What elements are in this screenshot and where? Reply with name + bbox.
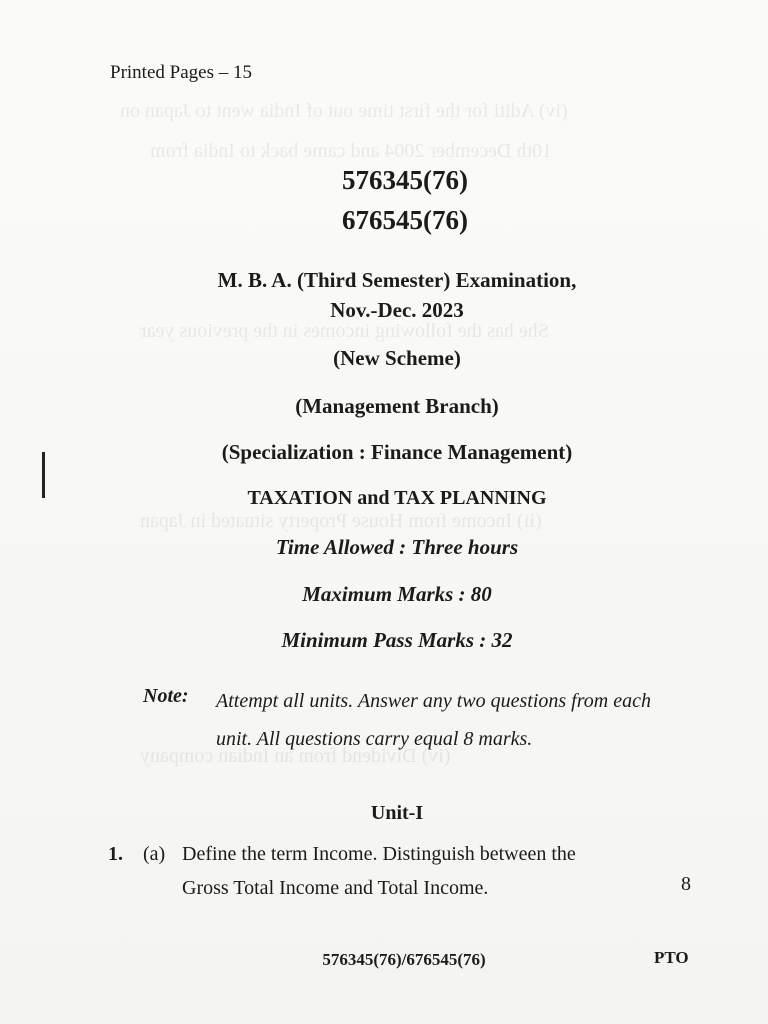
note-label: Note: xyxy=(143,685,189,707)
printed-pages-label: Printed Pages – 15 xyxy=(110,62,252,83)
paper-code-secondary: 676545(76) xyxy=(342,205,468,235)
exam-scheme: (New Scheme) xyxy=(333,346,461,370)
maximum-marks: Maximum Marks : 80 xyxy=(302,582,492,606)
pto-label: PTO xyxy=(654,948,689,967)
exam-branch: (Management Branch) xyxy=(295,394,499,418)
bleed-through-text: 10th December 2004 and came back to India from xyxy=(150,140,553,162)
unit-heading: Unit-I xyxy=(370,802,424,824)
time-allowed: Time Allowed : Three hours xyxy=(275,535,519,559)
exam-session: Nov.-Dec. 2023 xyxy=(330,298,464,322)
exam-specialization: (Specialization : Finance Management) xyxy=(221,440,573,464)
bleed-through-text: (iv) Aditi for the first time out of India went to Japan on xyxy=(120,100,568,122)
paper-code-primary: 576345(76) xyxy=(342,165,468,195)
bleed-through-text: She has the following incomes in the previous year xyxy=(140,320,549,342)
question-text-line-2: Gross Total Income and Total Income. xyxy=(182,877,489,899)
exam-subject: TAXATION and TAX PLANNING xyxy=(247,487,547,509)
bleed-through-text: (ii) Income from House Property situated in Japan xyxy=(140,510,542,532)
question-number: 1. xyxy=(108,843,123,865)
minimum-pass-marks: Minimum Pass Marks : 32 xyxy=(281,628,513,652)
question-part-label: (a) xyxy=(143,843,166,865)
footer-paper-code: 576345(76)/676545(76) xyxy=(322,950,486,969)
exam-title: M. B. A. (Third Semester) Examination, xyxy=(217,268,577,292)
bleed-through-text: (iv) Dividend from an Indian company xyxy=(140,745,451,767)
question-marks: 8 xyxy=(681,873,691,895)
question-text-line-1: Define the term Income. Distinguish between the xyxy=(182,843,576,865)
note-text: Attempt all units. Answer any two questions from each unit. All questions carry equal 8 marks. xyxy=(216,690,651,750)
